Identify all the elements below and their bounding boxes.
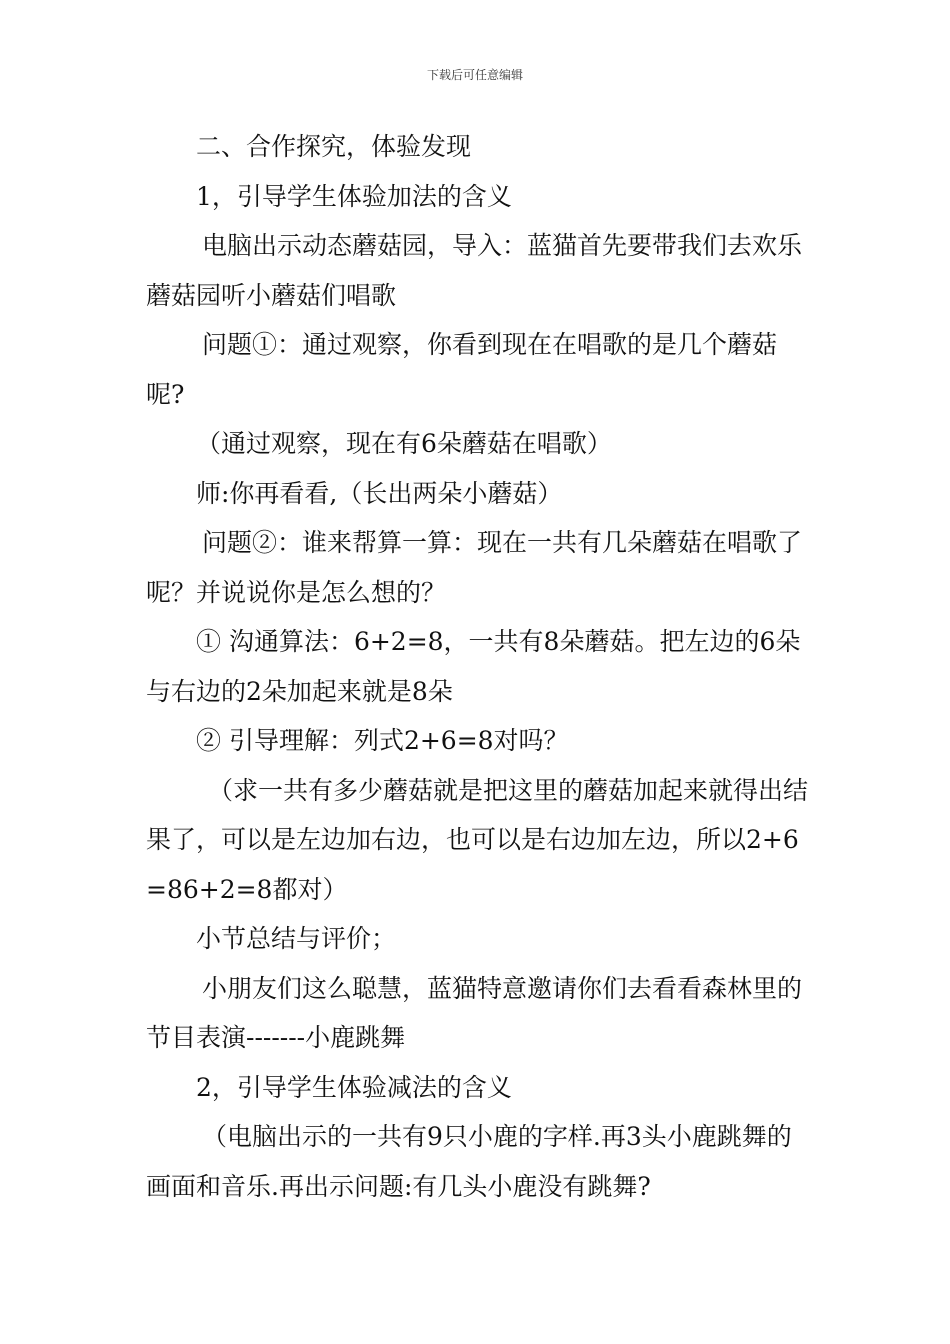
- subsection-heading: 1，引导学生体验加法的含义: [196, 181, 512, 211]
- paragraph: 问题①：通过观察，你看到现在在唱歌的是几个蘑菇呢?: [146, 330, 778, 409]
- paragraph: ② 引导理解：列式2+6=8对吗？: [196, 726, 569, 755]
- paragraph: ① 沟通算法：6+2=8，一共有8朵蘑菇。把左边的6朵与右边的2朵加起来就是8朵: [146, 627, 801, 706]
- paragraph: （求一共有多少蘑菇就是把这里的蘑菇加起来就得出结果了，可以是左边加右边，也可以是右边加左边，所以2+6=86+2=8都对）: [146, 775, 809, 904]
- paragraph: （电脑出示的一共有9只小鹿的字样.再3头小鹿跳舞的画面和音乐.再出示问题:有几头小鹿没有跳舞?: [146, 1122, 792, 1201]
- paragraph: 小朋友们这么聪慧，蓝猫特意邀请你们去看看森林里的节目表演-------小鹿跳舞: [146, 973, 803, 1052]
- paragraph: 问题②：谁来帮算一算：现在一共有几朵蘑菇在唱歌了呢？并说说你是怎么想的？: [146, 528, 803, 607]
- page-header: 下载后可任意编辑: [426, 68, 523, 82]
- document-body: [146, 122, 808, 1211]
- paragraph: 电脑出示动态蘑菇园，导入：蓝猫首先要带我们去欢乐蘑菇园听小蘑菇们唱歌: [146, 231, 803, 310]
- subsection-heading: 2，引导学生体验减法的含义: [196, 1072, 512, 1102]
- paragraph: 师:你再看看,（长出两朵小蘑菇）: [196, 478, 563, 508]
- paragraph: （通过观察，现在有6朵蘑菇在唱歌）: [196, 429, 612, 458]
- paragraph: 小节总结与评价；: [196, 924, 397, 953]
- section-heading: 二、合作探究，体验发现: [196, 132, 472, 161]
